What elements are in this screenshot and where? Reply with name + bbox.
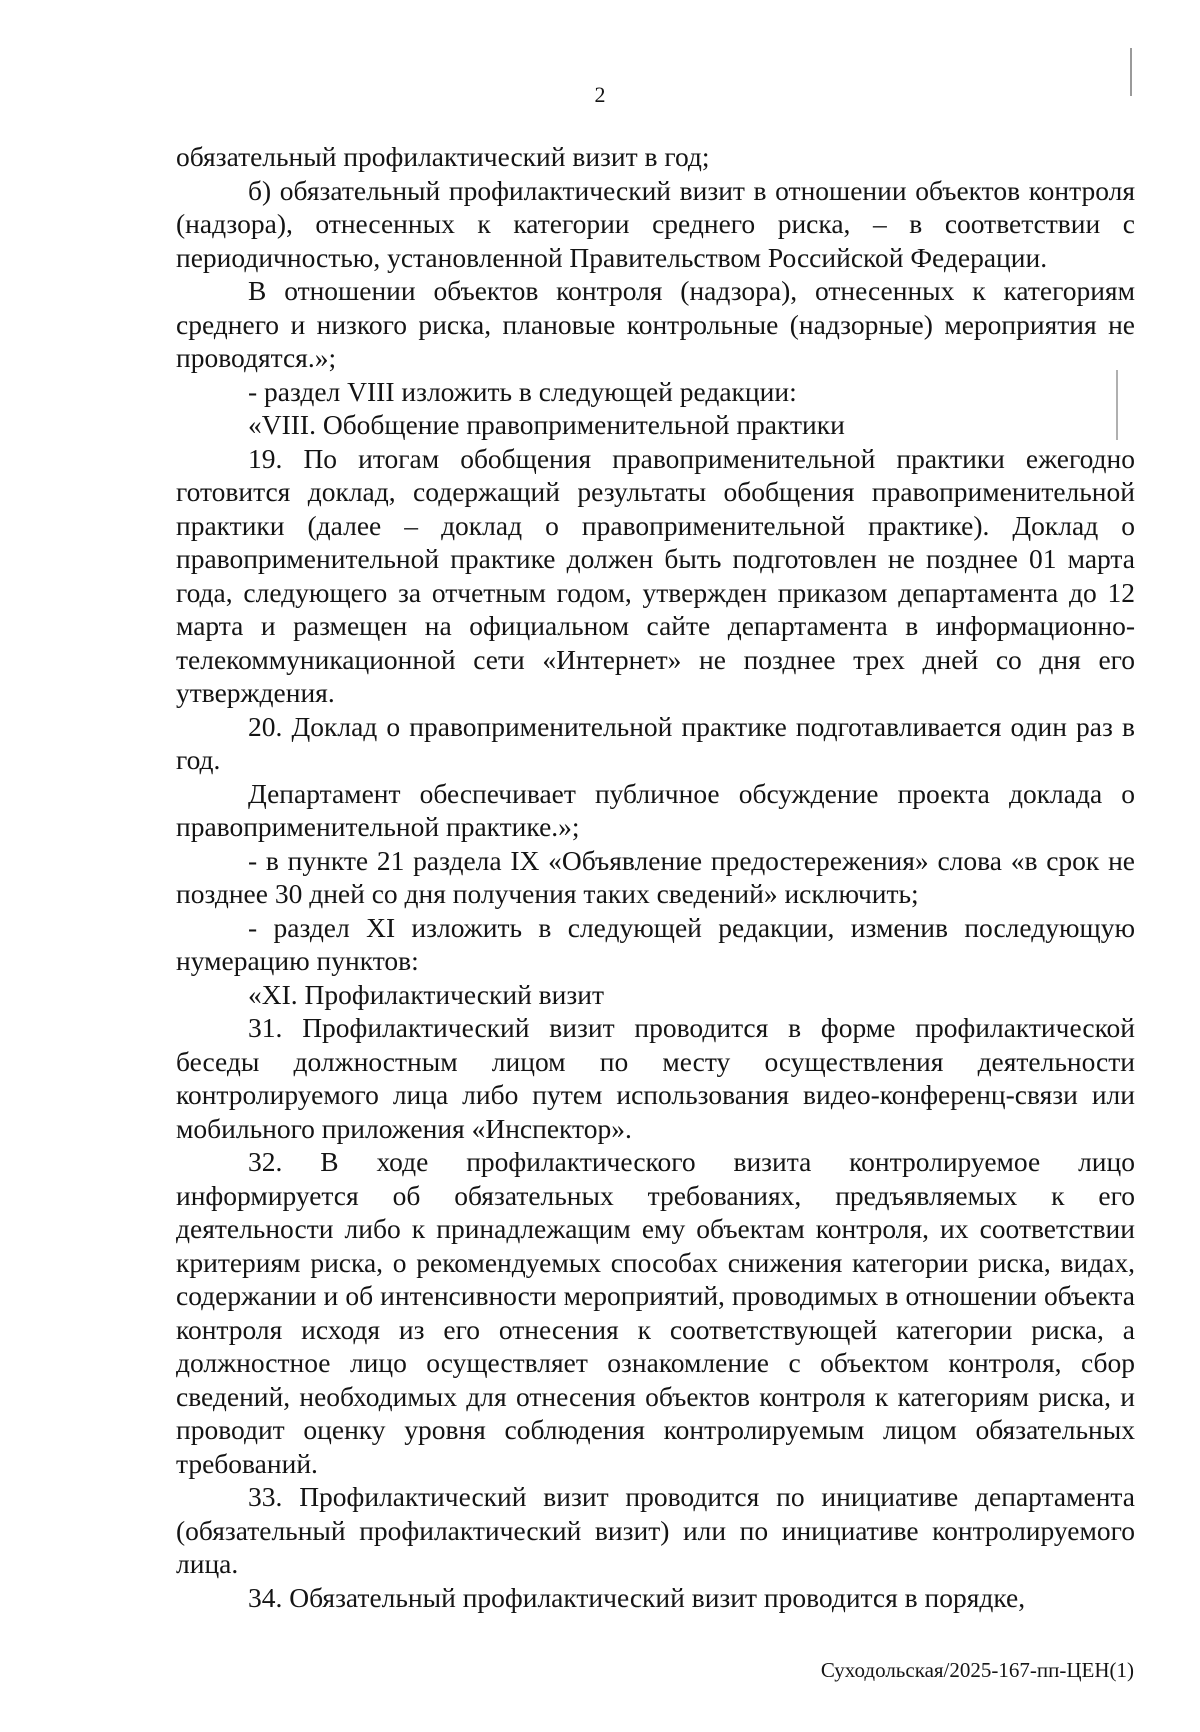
paragraph: - раздел VIII изложить в следующей редакции: bbox=[248, 375, 797, 407]
document-code-footer: Суходольская/2025-167-пп-ЦЕН(1) bbox=[820, 1658, 1134, 1682]
paragraph: 32. В ходе профилактического визита контролируемое лицо информируется об обязательных требованиях, предъявляемых к его деятельности либо к принадлежащим ему объектам контроля, их соответствии критериям риска, о рекомендуемых способах снижения категории риска, видах, содержании и об интенсивности мероприятий, проводимых в отношении объекта контроля исходя из его отнесения к соответствующей категории риска, а должностное лицо осуществляет ознакомление с объектом контроля, сбор сведений, необходимых для отнесения объектов контроля к категориям риска, и проводит оценку уровня соблюдения контролируемым лицом обязательных требований. bbox=[176, 1146, 1135, 1479]
paragraph: 19. По итогам обобщения правоприменительной практики ежегодно готовится доклад, содержащий результаты обобщения правоприменительной практики (далее – доклад о правоприменительной практике). Доклад о правоприменительной практике должен быть подготовлен не позднее 01 марта года, следующего за отчетным годом, утвержден приказом департамента до 12 марта и размещен на официальном сайте департамента в информационно-телекоммуникационной сети «Интернет» не позднее трех дней со дня его утверждения. bbox=[176, 442, 1135, 708]
paragraph: - раздел XI изложить в следующей редакции, изменив последующую нумерацию пунктов: bbox=[176, 911, 1135, 976]
page-number: 2 bbox=[594, 82, 606, 107]
paragraph: 31. Профилактический визит проводится в форме профилактической беседы должностным лицом по месту осуществления деятельности контролируемого лица либо путем использования видео-конференц-связи или мобильного приложения «Инспектор». bbox=[176, 1012, 1135, 1144]
paragraph: - в пункте 21 раздела IX «Объявление предостережения» слова «в срок не позднее 30 дней со дня получения таких сведений» исключить; bbox=[176, 844, 1135, 909]
paragraph: 34. Обязательный профилактический визит проводится в порядке, bbox=[248, 1581, 1026, 1613]
paragraph: б) обязательный профилактический визит в отношении объектов контроля (надзора), отнесенных к категории среднего риска, – в соответствии с периодичностью, установленной Правительством Российской Федерации. bbox=[176, 174, 1135, 273]
paragraph: 20. Доклад о правоприменительной практике подготавливается один раз в год. bbox=[176, 710, 1135, 775]
paragraph: 33. Профилактический визит проводится по инициативе департамента (обязательный профилактический визит) или по инициативе контролируемого лица. bbox=[176, 1481, 1135, 1579]
paragraph: В отношении объектов контроля (надзора), отнесенных к категориям среднего и низкого риска, плановые контрольные (надзорные) мероприятия не проводятся.»; bbox=[176, 275, 1135, 373]
paragraph: Департамент обеспечивает публичное обсуждение проекта доклада о правоприменительной практике.»; bbox=[176, 777, 1135, 842]
document-body bbox=[176, 140, 1135, 1614]
paragraph: обязательный профилактический визит в год; bbox=[176, 141, 710, 172]
section-heading: «VIII. Обобщение правоприменительной практики bbox=[248, 409, 845, 440]
section-heading: «XI. Профилактический визит bbox=[248, 978, 604, 1010]
